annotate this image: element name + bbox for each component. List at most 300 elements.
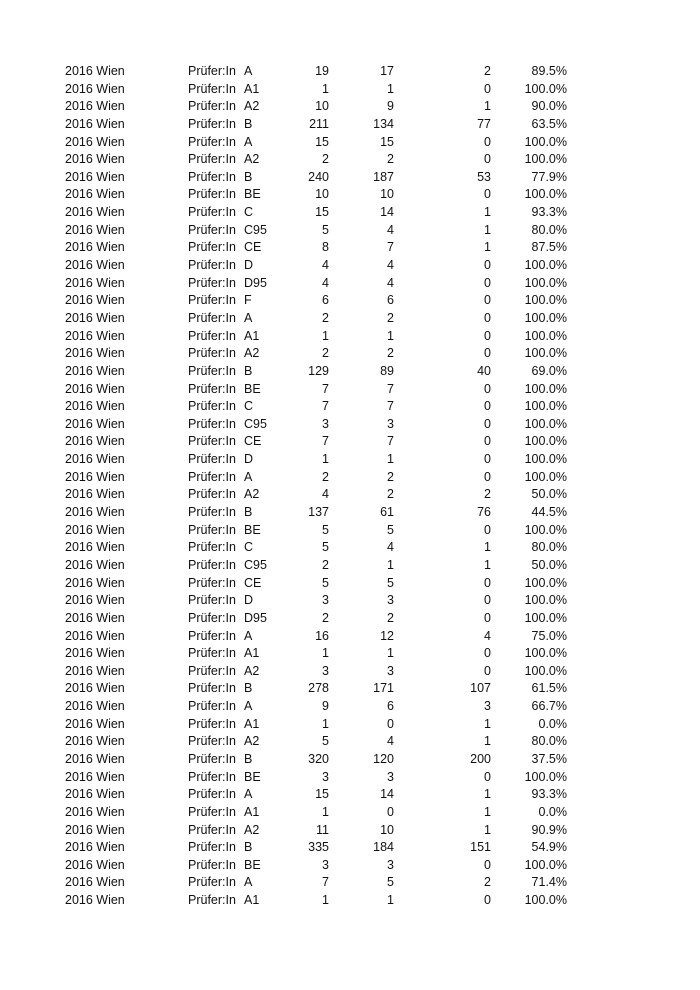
cell-location: 2016 Wien bbox=[65, 610, 125, 625]
cell-examiner-role: Prüfer:In bbox=[188, 540, 236, 555]
cell-location: 2016 Wien bbox=[65, 628, 125, 643]
cell-pass-rate: 66.7% bbox=[531, 699, 567, 714]
cell-license-class: A1 bbox=[244, 804, 260, 819]
cell-location: 2016 Wien bbox=[65, 346, 125, 361]
cell-location: 2016 Wien bbox=[65, 893, 125, 908]
cell-examiner-role: Prüfer:In bbox=[188, 646, 236, 661]
cell-total: 9 bbox=[322, 699, 329, 714]
cell-failed: 76 bbox=[477, 505, 491, 520]
table-row bbox=[0, 363, 700, 381]
cell-examiner-role: Prüfer:In bbox=[188, 716, 236, 731]
cell-total: 16 bbox=[315, 628, 329, 643]
cell-license-class: D bbox=[244, 593, 254, 608]
table-row bbox=[0, 328, 700, 346]
cell-total: 7 bbox=[322, 381, 329, 396]
cell-license-class: A bbox=[244, 787, 253, 802]
cell-total: 320 bbox=[308, 751, 329, 766]
cell-license-class: F bbox=[244, 293, 252, 308]
cell-failed: 2 bbox=[484, 64, 491, 78]
table-row bbox=[0, 751, 700, 769]
cell-total: 5 bbox=[322, 575, 329, 590]
cell-pass-rate: 100.0% bbox=[524, 293, 567, 308]
table-row bbox=[0, 275, 700, 293]
table-row bbox=[0, 239, 700, 257]
table-row bbox=[0, 469, 700, 487]
cell-total: 7 bbox=[322, 875, 329, 890]
cell-license-class: C bbox=[244, 540, 254, 555]
cell-license-class: A2 bbox=[244, 734, 260, 749]
cell-passed: 10 bbox=[380, 187, 394, 202]
cell-failed: 0 bbox=[484, 522, 491, 537]
cell-total: 129 bbox=[308, 363, 329, 378]
cell-examiner-role: Prüfer:In bbox=[188, 81, 236, 96]
cell-examiner-role: Prüfer:In bbox=[188, 416, 236, 431]
cell-failed: 0 bbox=[484, 646, 491, 661]
cell-location: 2016 Wien bbox=[65, 134, 125, 149]
cell-pass-rate: 100.0% bbox=[524, 434, 567, 449]
cell-pass-rate: 44.5% bbox=[531, 505, 567, 520]
cell-total: 4 bbox=[322, 487, 329, 502]
cell-examiner-role: Prüfer:In bbox=[188, 857, 236, 872]
cell-total: 1 bbox=[322, 328, 329, 343]
cell-license-class: D95 bbox=[244, 275, 267, 290]
cell-examiner-role: Prüfer:In bbox=[188, 681, 236, 696]
cell-examiner-role: Prüfer:In bbox=[188, 487, 236, 502]
cell-location: 2016 Wien bbox=[65, 875, 125, 890]
cell-location: 2016 Wien bbox=[65, 557, 125, 572]
cell-location: 2016 Wien bbox=[65, 99, 125, 114]
cell-license-class: D bbox=[244, 258, 254, 273]
cell-failed: 0 bbox=[484, 134, 491, 149]
cell-pass-rate: 100.0% bbox=[524, 857, 567, 872]
cell-pass-rate: 100.0% bbox=[524, 81, 567, 96]
cell-pass-rate: 100.0% bbox=[524, 152, 567, 167]
cell-passed: 2 bbox=[387, 310, 394, 325]
cell-examiner-role: Prüfer:In bbox=[188, 452, 236, 467]
cell-location: 2016 Wien bbox=[65, 240, 125, 255]
cell-failed: 0 bbox=[484, 310, 491, 325]
cell-total: 211 bbox=[309, 116, 329, 131]
cell-total: 2 bbox=[322, 310, 329, 325]
cell-pass-rate: 100.0% bbox=[524, 399, 567, 414]
cell-failed: 53 bbox=[477, 169, 491, 184]
cell-passed: 1 bbox=[387, 328, 394, 343]
cell-location: 2016 Wien bbox=[65, 187, 125, 202]
cell-pass-rate: 50.0% bbox=[531, 557, 567, 572]
cell-total: 2 bbox=[322, 469, 329, 484]
cell-examiner-role: Prüfer:In bbox=[188, 663, 236, 678]
cell-examiner-role: Prüfer:In bbox=[188, 575, 236, 590]
cell-failed: 77 bbox=[477, 116, 491, 131]
table-row bbox=[0, 786, 700, 804]
cell-pass-rate: 71.4% bbox=[531, 875, 567, 890]
cell-failed: 0 bbox=[484, 769, 491, 784]
table-row bbox=[0, 345, 700, 363]
cell-failed: 1 bbox=[484, 99, 491, 114]
cell-failed: 2 bbox=[484, 487, 491, 502]
cell-location: 2016 Wien bbox=[65, 310, 125, 325]
cell-license-class: A2 bbox=[244, 346, 260, 361]
table-row bbox=[0, 433, 700, 451]
cell-location: 2016 Wien bbox=[65, 152, 125, 167]
table-row bbox=[0, 222, 700, 240]
cell-license-class: BE bbox=[244, 857, 261, 872]
cell-passed: 3 bbox=[387, 663, 394, 678]
cell-location: 2016 Wien bbox=[65, 416, 125, 431]
cell-total: 15 bbox=[315, 205, 329, 220]
cell-passed: 4 bbox=[387, 540, 394, 555]
cell-passed: 7 bbox=[387, 434, 394, 449]
cell-license-class: CE bbox=[244, 240, 262, 255]
cell-passed: 12 bbox=[380, 628, 394, 643]
cell-examiner-role: Prüfer:In bbox=[188, 628, 236, 643]
cell-location: 2016 Wien bbox=[65, 328, 125, 343]
cell-examiner-role: Prüfer:In bbox=[188, 310, 236, 325]
cell-license-class: A1 bbox=[244, 893, 260, 908]
table-row bbox=[0, 769, 700, 787]
cell-total: 2 bbox=[322, 346, 329, 361]
cell-license-class: A bbox=[244, 875, 253, 890]
cell-total: 1 bbox=[322, 893, 329, 908]
cell-pass-rate: 100.0% bbox=[524, 610, 567, 625]
cell-passed: 184 bbox=[373, 840, 394, 855]
table-row bbox=[0, 486, 700, 504]
cell-total: 240 bbox=[308, 169, 329, 184]
cell-total: 3 bbox=[322, 416, 329, 431]
cell-examiner-role: Prüfer:In bbox=[188, 505, 236, 520]
cell-location: 2016 Wien bbox=[65, 681, 125, 696]
cell-examiner-role: Prüfer:In bbox=[188, 64, 236, 78]
cell-location: 2016 Wien bbox=[65, 469, 125, 484]
cell-location: 2016 Wien bbox=[65, 699, 125, 714]
cell-failed: 107 bbox=[470, 681, 491, 696]
cell-passed: 3 bbox=[387, 769, 394, 784]
table-row bbox=[0, 592, 700, 610]
cell-failed: 0 bbox=[484, 81, 491, 96]
cell-examiner-role: Prüfer:In bbox=[188, 116, 236, 131]
cell-passed: 89 bbox=[380, 363, 394, 378]
cell-passed: 134 bbox=[373, 116, 394, 131]
table-row bbox=[0, 204, 700, 222]
table-row bbox=[0, 451, 700, 469]
cell-location: 2016 Wien bbox=[65, 857, 125, 872]
cell-total: 7 bbox=[322, 434, 329, 449]
cell-license-class: B bbox=[244, 116, 253, 131]
cell-examiner-role: Prüfer:In bbox=[188, 363, 236, 378]
cell-location: 2016 Wien bbox=[65, 663, 125, 678]
cell-examiner-role: Prüfer:In bbox=[188, 258, 236, 273]
cell-passed: 2 bbox=[387, 610, 394, 625]
cell-failed: 0 bbox=[484, 469, 491, 484]
cell-passed: 3 bbox=[387, 593, 394, 608]
cell-passed: 9 bbox=[387, 99, 394, 114]
cell-passed: 14 bbox=[380, 787, 394, 802]
cell-total: 6 bbox=[322, 293, 329, 308]
cell-examiner-role: Prüfer:In bbox=[188, 699, 236, 714]
cell-location: 2016 Wien bbox=[65, 822, 125, 837]
cell-passed: 1 bbox=[387, 646, 394, 661]
cell-license-class: A2 bbox=[244, 487, 260, 502]
cell-failed: 0 bbox=[484, 275, 491, 290]
cell-license-class: A1 bbox=[244, 328, 260, 343]
cell-failed: 1 bbox=[484, 716, 491, 731]
cell-total: 11 bbox=[316, 822, 329, 837]
cell-examiner-role: Prüfer:In bbox=[188, 734, 236, 749]
cell-license-class: BE bbox=[244, 522, 261, 537]
cell-location: 2016 Wien bbox=[65, 646, 125, 661]
cell-total: 2 bbox=[322, 610, 329, 625]
cell-passed: 4 bbox=[387, 734, 394, 749]
cell-examiner-role: Prüfer:In bbox=[188, 222, 236, 237]
cell-examiner-role: Prüfer:In bbox=[188, 275, 236, 290]
cell-license-class: C bbox=[244, 205, 254, 220]
cell-failed: 0 bbox=[484, 187, 491, 202]
cell-pass-rate: 100.0% bbox=[524, 346, 567, 361]
cell-pass-rate: 100.0% bbox=[524, 469, 567, 484]
cell-license-class: A1 bbox=[244, 646, 260, 661]
cell-location: 2016 Wien bbox=[65, 452, 125, 467]
cell-failed: 0 bbox=[484, 399, 491, 414]
cell-failed: 0 bbox=[484, 857, 491, 872]
cell-passed: 7 bbox=[387, 381, 394, 396]
cell-failed: 0 bbox=[484, 893, 491, 908]
cell-pass-rate: 54.9% bbox=[531, 840, 567, 855]
cell-examiner-role: Prüfer:In bbox=[188, 469, 236, 484]
cell-total: 5 bbox=[322, 540, 329, 555]
cell-examiner-role: Prüfer:In bbox=[188, 822, 236, 837]
cell-total: 10 bbox=[315, 187, 329, 202]
cell-location: 2016 Wien bbox=[65, 258, 125, 273]
cell-failed: 0 bbox=[484, 346, 491, 361]
cell-pass-rate: 100.0% bbox=[524, 452, 567, 467]
cell-location: 2016 Wien bbox=[65, 522, 125, 537]
table-row bbox=[0, 892, 700, 910]
cell-license-class: A bbox=[244, 134, 253, 149]
cell-pass-rate: 80.0% bbox=[531, 540, 567, 555]
cell-failed: 0 bbox=[484, 293, 491, 308]
cell-location: 2016 Wien bbox=[65, 804, 125, 819]
table-row bbox=[0, 822, 700, 840]
cell-passed: 4 bbox=[387, 222, 394, 237]
cell-location: 2016 Wien bbox=[65, 575, 125, 590]
cell-pass-rate: 37.5% bbox=[531, 751, 567, 766]
cell-pass-rate: 100.0% bbox=[524, 258, 567, 273]
table-row bbox=[0, 151, 700, 169]
cell-license-class: A bbox=[244, 310, 253, 325]
cell-pass-rate: 0.0% bbox=[538, 804, 567, 819]
cell-pass-rate: 100.0% bbox=[524, 328, 567, 343]
table-row bbox=[0, 522, 700, 540]
cell-passed: 187 bbox=[373, 169, 394, 184]
cell-examiner-role: Prüfer:In bbox=[188, 187, 236, 202]
cell-license-class: C95 bbox=[244, 416, 267, 431]
cell-pass-rate: 77.9% bbox=[531, 169, 567, 184]
cell-location: 2016 Wien bbox=[65, 363, 125, 378]
cell-license-class: A2 bbox=[244, 822, 260, 837]
cell-total: 5 bbox=[322, 222, 329, 237]
cell-pass-rate: 100.0% bbox=[524, 310, 567, 325]
cell-license-class: B bbox=[244, 681, 253, 696]
cell-passed: 6 bbox=[387, 293, 394, 308]
cell-pass-rate: 100.0% bbox=[524, 187, 567, 202]
cell-failed: 3 bbox=[484, 699, 491, 714]
cell-license-class: A bbox=[244, 469, 253, 484]
cell-examiner-role: Prüfer:In bbox=[188, 346, 236, 361]
cell-passed: 7 bbox=[387, 399, 394, 414]
cell-failed: 0 bbox=[484, 575, 491, 590]
table-row bbox=[0, 416, 700, 434]
cell-examiner-role: Prüfer:In bbox=[188, 99, 236, 114]
cell-license-class: A bbox=[244, 699, 253, 714]
cell-examiner-role: Prüfer:In bbox=[188, 769, 236, 784]
cell-failed: 2 bbox=[484, 875, 491, 890]
cell-license-class: CE bbox=[244, 575, 262, 590]
cell-failed: 4 bbox=[484, 628, 491, 643]
cell-examiner-role: Prüfer:In bbox=[188, 293, 236, 308]
cell-passed: 14 bbox=[380, 205, 394, 220]
cell-total: 1 bbox=[322, 716, 329, 731]
cell-location: 2016 Wien bbox=[65, 381, 125, 396]
cell-passed: 6 bbox=[387, 699, 394, 714]
cell-license-class: B bbox=[244, 169, 253, 184]
cell-license-class: A bbox=[244, 64, 253, 78]
cell-license-class: A bbox=[244, 628, 253, 643]
cell-license-class: D95 bbox=[244, 610, 267, 625]
table-row bbox=[0, 874, 700, 892]
cell-license-class: CE bbox=[244, 434, 262, 449]
cell-location: 2016 Wien bbox=[65, 64, 125, 78]
cell-license-class: B bbox=[244, 751, 253, 766]
cell-location: 2016 Wien bbox=[65, 399, 125, 414]
cell-location: 2016 Wien bbox=[65, 769, 125, 784]
cell-examiner-role: Prüfer:In bbox=[188, 328, 236, 343]
table-row bbox=[0, 557, 700, 575]
cell-pass-rate: 100.0% bbox=[524, 769, 567, 784]
cell-passed: 1 bbox=[387, 893, 394, 908]
cell-examiner-role: Prüfer:In bbox=[188, 522, 236, 537]
cell-failed: 0 bbox=[484, 258, 491, 273]
cell-pass-rate: 80.0% bbox=[531, 734, 567, 749]
cell-failed: 1 bbox=[484, 557, 491, 572]
cell-pass-rate: 50.0% bbox=[531, 487, 567, 502]
table-row bbox=[0, 610, 700, 628]
table-row bbox=[0, 310, 700, 328]
cell-failed: 0 bbox=[484, 416, 491, 431]
cell-failed: 200 bbox=[470, 751, 491, 766]
cell-location: 2016 Wien bbox=[65, 540, 125, 555]
cell-passed: 0 bbox=[387, 804, 394, 819]
cell-license-class: A1 bbox=[244, 81, 260, 96]
cell-total: 5 bbox=[322, 734, 329, 749]
cell-examiner-role: Prüfer:In bbox=[188, 381, 236, 396]
cell-location: 2016 Wien bbox=[65, 505, 125, 520]
cell-failed: 1 bbox=[484, 787, 491, 802]
cell-license-class: B bbox=[244, 505, 253, 520]
cell-failed: 1 bbox=[484, 205, 491, 220]
cell-location: 2016 Wien bbox=[65, 275, 125, 290]
table-row bbox=[0, 398, 700, 416]
cell-license-class: A1 bbox=[244, 716, 260, 731]
cell-total: 4 bbox=[322, 275, 329, 290]
cell-passed: 1 bbox=[387, 557, 394, 572]
cell-examiner-role: Prüfer:In bbox=[188, 840, 236, 855]
cell-pass-rate: 100.0% bbox=[524, 593, 567, 608]
cell-location: 2016 Wien bbox=[65, 222, 125, 237]
cell-passed: 10 bbox=[380, 822, 394, 837]
table-row bbox=[0, 169, 700, 187]
table-row bbox=[0, 628, 700, 646]
cell-license-class: C bbox=[244, 399, 254, 414]
cell-passed: 1 bbox=[387, 81, 394, 96]
cell-location: 2016 Wien bbox=[65, 840, 125, 855]
cell-total: 10 bbox=[315, 99, 329, 114]
cell-license-class: D bbox=[244, 452, 254, 467]
cell-total: 2 bbox=[322, 152, 329, 167]
cell-license-class: BE bbox=[244, 381, 261, 396]
cell-examiner-role: Prüfer:In bbox=[188, 205, 236, 220]
table-row bbox=[0, 539, 700, 557]
cell-total: 19 bbox=[315, 64, 329, 78]
cell-location: 2016 Wien bbox=[65, 81, 125, 96]
table-row bbox=[0, 716, 700, 734]
table-row bbox=[0, 116, 700, 134]
cell-total: 7 bbox=[322, 399, 329, 414]
cell-total: 137 bbox=[308, 505, 329, 520]
cell-failed: 0 bbox=[484, 328, 491, 343]
cell-failed: 40 bbox=[477, 363, 491, 378]
cell-pass-rate: 75.0% bbox=[531, 628, 567, 643]
cell-passed: 5 bbox=[387, 575, 394, 590]
cell-passed: 2 bbox=[387, 152, 394, 167]
cell-failed: 1 bbox=[484, 804, 491, 819]
cell-license-class: A2 bbox=[244, 152, 260, 167]
cell-examiner-role: Prüfer:In bbox=[188, 593, 236, 608]
cell-examiner-role: Prüfer:In bbox=[188, 152, 236, 167]
cell-location: 2016 Wien bbox=[65, 293, 125, 308]
cell-passed: 2 bbox=[387, 469, 394, 484]
cell-passed: 2 bbox=[387, 487, 394, 502]
table-row bbox=[0, 63, 700, 81]
cell-total: 278 bbox=[308, 681, 329, 696]
cell-license-class: B bbox=[244, 363, 253, 378]
cell-pass-rate: 93.3% bbox=[531, 205, 567, 220]
cell-total: 3 bbox=[322, 593, 329, 608]
cell-passed: 2 bbox=[387, 346, 394, 361]
cell-passed: 0 bbox=[387, 716, 394, 731]
cell-pass-rate: 93.3% bbox=[531, 787, 567, 802]
cell-location: 2016 Wien bbox=[65, 487, 125, 502]
cell-license-class: A2 bbox=[244, 663, 260, 678]
cell-examiner-role: Prüfer:In bbox=[188, 787, 236, 802]
cell-pass-rate: 100.0% bbox=[524, 646, 567, 661]
table-row bbox=[0, 98, 700, 116]
cell-failed: 0 bbox=[484, 593, 491, 608]
cell-failed: 1 bbox=[484, 734, 491, 749]
cell-pass-rate: 100.0% bbox=[524, 663, 567, 678]
table-row bbox=[0, 680, 700, 698]
cell-passed: 3 bbox=[387, 416, 394, 431]
cell-failed: 1 bbox=[484, 822, 491, 837]
cell-passed: 4 bbox=[387, 258, 394, 273]
table-row bbox=[0, 698, 700, 716]
cell-total: 1 bbox=[322, 452, 329, 467]
cell-total: 2 bbox=[322, 557, 329, 572]
cell-total: 15 bbox=[315, 134, 329, 149]
cell-examiner-role: Prüfer:In bbox=[188, 751, 236, 766]
cell-examiner-role: Prüfer:In bbox=[188, 610, 236, 625]
cell-pass-rate: 90.9% bbox=[531, 822, 567, 837]
table-row bbox=[0, 186, 700, 204]
